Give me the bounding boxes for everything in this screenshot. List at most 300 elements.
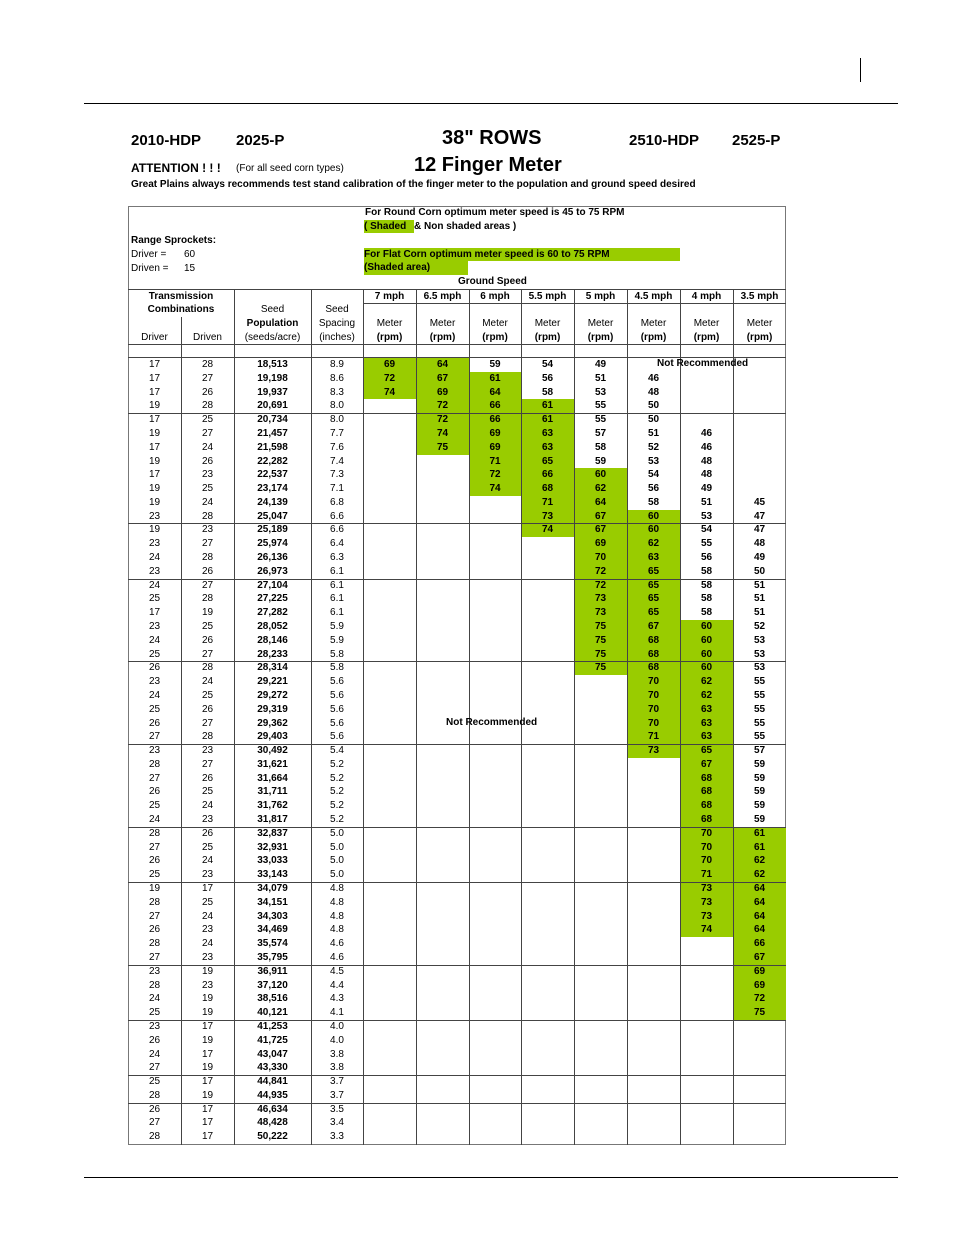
grid-vline xyxy=(363,289,364,1145)
table-cell: 68 xyxy=(700,772,713,784)
table-cell: 69 xyxy=(383,359,396,370)
not-recommended-top: Not Recommended xyxy=(657,358,749,369)
grid-hline xyxy=(128,1020,786,1021)
table-cell: 5.2 xyxy=(330,758,344,770)
table-cell: 33,033 xyxy=(257,855,288,867)
table-cell: 41,253 xyxy=(257,1020,288,1032)
table-cell: 19 xyxy=(148,496,161,508)
table-cell: 4.0 xyxy=(330,1034,344,1046)
seed-spacing-header-3: (inches) xyxy=(319,332,355,343)
table-cell: 21,598 xyxy=(257,441,288,453)
speed-header: 4 mph xyxy=(691,291,722,302)
table-cell: 28,052 xyxy=(257,621,288,632)
table-cell: 23 xyxy=(201,469,214,481)
table-cell: 65 xyxy=(647,593,660,605)
table-cell: 23 xyxy=(201,814,214,826)
table-cell: 73 xyxy=(541,510,554,522)
table-cell: 25 xyxy=(201,689,214,701)
table-cell: 70 xyxy=(647,717,660,729)
table-cell: 48 xyxy=(700,455,713,467)
table-cell: 27,225 xyxy=(257,593,288,605)
table-cell: 73 xyxy=(594,593,607,605)
model-right-2: 2525-P xyxy=(732,132,781,149)
table-cell: 37,120 xyxy=(257,979,288,991)
table-cell: 23 xyxy=(148,676,161,688)
table-cell: 27 xyxy=(148,1062,161,1074)
table-cell: 28 xyxy=(201,400,214,412)
range-sprockets-label: Range Sprockets: xyxy=(131,235,217,246)
table-cell: 68 xyxy=(647,662,660,674)
table-cell: 56 xyxy=(647,483,660,495)
driver-value: 60 xyxy=(184,249,196,260)
grid-hline xyxy=(128,1103,786,1104)
table-cell: 24,139 xyxy=(257,496,288,508)
table-cell: 5.6 xyxy=(330,717,344,729)
table-cell: 23 xyxy=(201,745,214,757)
table-cell: 74 xyxy=(436,427,449,439)
seed-spacing-header-2: Spacing xyxy=(318,318,356,329)
table-cell: 28,233 xyxy=(257,648,288,660)
speed-header: 4.5 mph xyxy=(634,291,673,302)
table-cell: 51 xyxy=(753,579,766,591)
table-cell: 27 xyxy=(148,1117,161,1129)
table-cell: 28 xyxy=(148,938,161,950)
table-cell: 74 xyxy=(541,524,554,536)
table-cell: 8.9 xyxy=(330,359,344,370)
table-cell: 19,937 xyxy=(257,386,288,398)
table-cell: 24 xyxy=(201,910,214,922)
table-cell: 65 xyxy=(541,455,554,467)
table-cell: 61 xyxy=(541,400,554,412)
table-cell: 46 xyxy=(647,372,660,384)
combinations-label: Combinations xyxy=(147,304,215,315)
table-cell: 27 xyxy=(148,951,161,963)
table-cell: 60 xyxy=(647,510,660,522)
meter-header: Meter xyxy=(376,318,403,329)
table-cell: 31,621 xyxy=(257,758,288,770)
table-cell: 60 xyxy=(594,469,607,481)
table-cell: 63 xyxy=(541,441,554,453)
grid-hline xyxy=(128,289,786,290)
table-cell: 19 xyxy=(201,1007,214,1019)
table-cell: 59 xyxy=(753,772,766,784)
table-cell: 5.8 xyxy=(330,662,344,674)
page-subtitle: 12 Finger Meter xyxy=(414,154,562,176)
table-cell: 27 xyxy=(148,772,161,784)
table-cell: 60 xyxy=(647,524,660,536)
table-cell: 53 xyxy=(753,662,766,674)
table-cell: 41,725 xyxy=(257,1034,288,1046)
table-cell: 19 xyxy=(201,1089,214,1101)
table-cell: 55 xyxy=(753,731,766,743)
table-cell: 43,047 xyxy=(257,1048,288,1060)
table-cell: 31,711 xyxy=(257,786,288,798)
table-cell: 72 xyxy=(594,565,607,577)
table-cell: 64 xyxy=(753,883,766,895)
table-cell: 34,469 xyxy=(257,924,288,936)
seed-pop-header-1: Seed xyxy=(260,304,285,315)
table-cell: 6.1 xyxy=(330,607,344,619)
table-cell: 68 xyxy=(647,634,660,646)
table-cell: 46 xyxy=(700,441,713,453)
table-cell: 75 xyxy=(594,634,607,646)
rpm-header: (rpm) xyxy=(429,332,456,343)
grid-hline xyxy=(128,827,786,828)
table-cell: 28 xyxy=(201,731,214,743)
table-cell: 5.6 xyxy=(330,731,344,743)
table-cell: 8.6 xyxy=(330,372,344,384)
table-cell: 66 xyxy=(541,469,554,481)
table-cell: 5.0 xyxy=(330,841,344,853)
table-cell: 28 xyxy=(148,1089,161,1101)
table-cell: 4.8 xyxy=(330,924,344,936)
table-cell: 69 xyxy=(436,386,449,398)
table-cell: 50 xyxy=(647,414,660,426)
table-cell: 51 xyxy=(700,496,713,508)
table-cell: 46,634 xyxy=(257,1103,288,1115)
table-cell: 75 xyxy=(594,648,607,660)
table-cell: 25 xyxy=(148,703,161,715)
table-cell: 27 xyxy=(148,910,161,922)
table-cell: 59 xyxy=(753,800,766,812)
model-left-2: 2025-P xyxy=(236,132,285,149)
table-cell: 34,151 xyxy=(257,896,288,908)
table-cell: 73 xyxy=(700,910,713,922)
table-cell: 63 xyxy=(700,731,713,743)
table-cell: 58 xyxy=(594,441,607,453)
table-cell: 67 xyxy=(594,524,607,536)
table-cell: 23 xyxy=(201,924,214,936)
table-cell: 8.3 xyxy=(330,386,344,398)
table-cell: 66 xyxy=(753,938,766,950)
table-cell: 5.8 xyxy=(330,648,344,660)
table-cell: 69 xyxy=(753,979,766,991)
table-cell: 6.8 xyxy=(330,496,344,508)
table-cell: 60 xyxy=(700,634,713,646)
grid-hline xyxy=(128,523,786,524)
table-cell: 67 xyxy=(700,758,713,770)
table-cell: 27 xyxy=(201,579,214,591)
not-recommended-mid: Not Recommended xyxy=(446,717,538,728)
table-cell: 70 xyxy=(700,841,713,853)
table-cell: 66 xyxy=(489,400,501,412)
recommendation-text: Great Plains always recommends test stand calibration of the finger meter to the population and ground speed desired xyxy=(131,179,696,190)
table-cell: 26 xyxy=(148,786,161,798)
table-cell: 20,691 xyxy=(257,400,288,412)
table-cell: 4.0 xyxy=(330,1020,344,1032)
table-cell: 19,198 xyxy=(257,372,288,384)
table-cell: 60 xyxy=(700,662,713,674)
table-cell: 28,146 xyxy=(257,634,288,646)
driver-label: Driver = xyxy=(131,249,167,260)
grid-vline xyxy=(574,289,575,1145)
table-cell: 25,047 xyxy=(257,510,288,522)
grid-vline xyxy=(416,289,417,1145)
table-cell: 72 xyxy=(489,469,501,481)
table-cell: 64 xyxy=(753,896,766,908)
table-cell: 60 xyxy=(700,648,713,660)
table-cell: 53 xyxy=(753,648,766,660)
table-cell: 24 xyxy=(201,496,214,508)
table-cell: 72 xyxy=(436,414,449,426)
table-cell: 25 xyxy=(201,414,214,426)
grid-vline xyxy=(733,289,734,1145)
rpm-header: (rpm) xyxy=(693,332,720,343)
table-cell: 69 xyxy=(753,965,766,977)
table-cell: 24 xyxy=(201,800,214,812)
model-left-1: 2010-HDP xyxy=(131,132,202,149)
seed-pop-header-3: (seeds/acre) xyxy=(244,332,301,343)
table-cell: 68 xyxy=(700,786,713,798)
table-cell: 24 xyxy=(148,552,161,564)
table-cell: 69 xyxy=(489,441,501,453)
table-cell: 27 xyxy=(201,758,214,770)
table-cell: 25 xyxy=(148,648,161,660)
table-cell: 24 xyxy=(201,441,214,453)
table-cell: 28 xyxy=(148,1131,161,1143)
table-cell: 71 xyxy=(647,731,660,743)
table-cell: 29,319 xyxy=(257,703,288,715)
table-cell: 17 xyxy=(148,441,161,453)
table-cell: 26 xyxy=(148,924,161,936)
table-cell: 47 xyxy=(753,524,766,536)
table-cell: 65 xyxy=(647,579,660,591)
table-cell: 23 xyxy=(148,621,161,632)
table-cell: 63 xyxy=(700,703,713,715)
table-cell: 61 xyxy=(753,841,766,853)
table-cell: 59 xyxy=(753,758,766,770)
table-cell: 27 xyxy=(201,538,214,550)
table-cell: 26 xyxy=(201,634,214,646)
table-cell: 44,935 xyxy=(257,1089,288,1101)
table-cell: 24 xyxy=(148,814,161,826)
table-cell: 8.0 xyxy=(330,400,344,412)
grid-hline xyxy=(128,744,786,745)
table-cell: 8.0 xyxy=(330,414,344,426)
grid-hline xyxy=(128,882,786,883)
table-cell: 73 xyxy=(647,745,660,757)
ground-speed-label: Ground Speed xyxy=(458,276,527,287)
table-cell: 5.6 xyxy=(330,703,344,715)
table-cell: 5.2 xyxy=(330,772,344,784)
table-cell: 48,428 xyxy=(257,1117,288,1129)
table-cell: 57 xyxy=(594,427,607,439)
table-cell: 70 xyxy=(700,855,713,867)
table-cell: 58 xyxy=(700,607,713,619)
table-cell: 21,457 xyxy=(257,427,288,439)
table-cell: 28,314 xyxy=(257,662,288,674)
table-cell: 26 xyxy=(148,855,161,867)
table-cell: 58 xyxy=(700,593,713,605)
table-cell: 17 xyxy=(148,469,161,481)
table-cell: 3.8 xyxy=(330,1048,344,1060)
table-cell: 4.5 xyxy=(330,965,344,977)
table-cell: 17 xyxy=(201,1117,214,1129)
table-cell: 28 xyxy=(201,552,214,564)
table-cell: 28 xyxy=(148,758,161,770)
table-cell: 19 xyxy=(201,1062,214,1074)
table-cell: 25 xyxy=(201,841,214,853)
meter-header: Meter xyxy=(640,318,667,329)
table-cell: 53 xyxy=(594,386,607,398)
table-cell: 62 xyxy=(647,538,660,550)
table-cell: 43,330 xyxy=(257,1062,288,1074)
table-cell: 25,189 xyxy=(257,524,288,536)
table-cell: 70 xyxy=(700,827,713,839)
table-cell: 28 xyxy=(201,510,214,522)
grid-hline xyxy=(128,344,786,345)
table-cell: 75 xyxy=(594,662,607,674)
table-cell: 71 xyxy=(541,496,554,508)
table-cell: 23 xyxy=(148,965,161,977)
driven-label: Driven = xyxy=(131,263,169,274)
table-cell: 25 xyxy=(148,593,161,605)
table-cell: 65 xyxy=(647,607,660,619)
table-cell: 61 xyxy=(753,827,766,839)
table-cell: 18,513 xyxy=(257,359,288,370)
table-cell: 46 xyxy=(700,427,713,439)
table-cell: 4.8 xyxy=(330,910,344,922)
table-cell: 17 xyxy=(201,883,214,895)
attention-note: (For all seed corn types) xyxy=(236,163,344,174)
page-marker xyxy=(860,58,861,82)
rpm-header: (rpm) xyxy=(587,332,614,343)
table-cell: 4.8 xyxy=(330,883,344,895)
bottom-rule xyxy=(84,1177,898,1178)
table-cell: 70 xyxy=(647,689,660,701)
table-cell: 67 xyxy=(436,372,449,384)
table-cell: 17 xyxy=(201,1131,214,1143)
table-cell: 55 xyxy=(700,538,713,550)
table-cell: 72 xyxy=(383,372,396,384)
table-cell: 19 xyxy=(201,1034,214,1046)
speed-header: 5.5 mph xyxy=(528,291,567,302)
table-cell: 63 xyxy=(541,427,554,439)
meter-header: Meter xyxy=(693,318,720,329)
table-cell: 63 xyxy=(647,552,660,564)
table-cell: 23 xyxy=(201,524,214,536)
table-cell: 62 xyxy=(700,676,713,688)
table-cell: 24 xyxy=(148,579,161,591)
driven-col-header: Driven xyxy=(193,332,222,343)
table-cell: 28 xyxy=(201,662,214,674)
table-cell: 17 xyxy=(148,386,161,398)
table-cell: 4.6 xyxy=(330,938,344,950)
grid-hline xyxy=(128,413,786,414)
table-cell: 65 xyxy=(647,565,660,577)
table-cell: 25 xyxy=(148,800,161,812)
meter-header: Meter xyxy=(746,318,773,329)
table-cell: 6.1 xyxy=(330,579,344,591)
table-cell: 32,931 xyxy=(257,841,288,853)
table-cell: 35,574 xyxy=(257,938,288,950)
table-cell: 7.6 xyxy=(330,441,344,453)
table-cell: 32,837 xyxy=(257,827,288,839)
table-cell: 4.8 xyxy=(330,896,344,908)
table-cell: 30,492 xyxy=(257,745,288,757)
table-cell: 17 xyxy=(148,359,161,370)
table-cell: 64 xyxy=(753,924,766,936)
table-cell: 50 xyxy=(647,400,660,412)
table-cell: 54 xyxy=(700,524,713,536)
table-cell: 5.6 xyxy=(330,676,344,688)
table-cell: 4.4 xyxy=(330,979,344,991)
table-cell: 68 xyxy=(541,483,554,495)
table-cell: 26 xyxy=(201,827,214,839)
table-cell: 29,362 xyxy=(257,717,288,729)
table-cell: 44,841 xyxy=(257,1076,288,1088)
table-cell: 34,079 xyxy=(257,883,288,895)
table-cell: 38,516 xyxy=(257,993,288,1005)
table-cell: 64 xyxy=(489,386,501,398)
table-cell: 26 xyxy=(201,772,214,784)
table-cell: 70 xyxy=(647,703,660,715)
table-cell: 59 xyxy=(489,359,501,370)
table-cell: 48 xyxy=(647,386,660,398)
table-cell: 64 xyxy=(594,496,607,508)
table-cell: 27 xyxy=(201,427,214,439)
speed-header: 7 mph xyxy=(374,291,405,302)
table-cell: 55 xyxy=(753,717,766,729)
rpm-header: (rpm) xyxy=(482,332,508,343)
table-cell: 19 xyxy=(201,607,214,619)
page-title: 38" ROWS xyxy=(442,127,542,149)
table-cell: 40,121 xyxy=(257,1007,288,1019)
table-cell: 5.0 xyxy=(330,869,344,881)
table-cell: 53 xyxy=(647,455,660,467)
table-cell: 6.1 xyxy=(330,593,344,605)
table-cell: 74 xyxy=(700,924,713,936)
table-cell: 58 xyxy=(541,386,554,398)
table-cell: 61 xyxy=(489,372,501,384)
table-cell: 57 xyxy=(753,745,766,757)
grid-vline xyxy=(311,289,312,1145)
table-cell: 6.1 xyxy=(330,565,344,577)
table-cell: 53 xyxy=(700,510,713,522)
table-cell: 64 xyxy=(753,910,766,922)
table-cell: 22,537 xyxy=(257,469,288,481)
table-cell: 34,303 xyxy=(257,910,288,922)
table-cell: 35,795 xyxy=(257,951,288,963)
seed-pop-header-2: Population xyxy=(246,318,299,329)
table-cell: 62 xyxy=(594,483,607,495)
table-cell: 24 xyxy=(148,689,161,701)
table-cell: 25,974 xyxy=(257,538,288,550)
table-cell: 5.0 xyxy=(330,855,344,867)
table-cell: 58 xyxy=(647,496,660,508)
grid-vline xyxy=(627,289,628,1145)
table-cell: 17 xyxy=(148,414,161,426)
table-cell: 5.9 xyxy=(330,621,344,632)
table-cell: 52 xyxy=(753,621,766,632)
table-cell: 59 xyxy=(594,455,607,467)
meter-header: Meter xyxy=(482,318,508,329)
table-cell: 68 xyxy=(700,800,713,812)
table-cell: 19 xyxy=(148,883,161,895)
table-cell: 55 xyxy=(594,414,607,426)
rpm-header: (rpm) xyxy=(746,332,773,343)
table-cell: 7.3 xyxy=(330,469,344,481)
table-cell: 27,104 xyxy=(257,579,288,591)
table-cell: 55 xyxy=(594,400,607,412)
table-cell: 24 xyxy=(148,993,161,1005)
table-cell: 71 xyxy=(489,455,501,467)
table-cell: 5.4 xyxy=(330,745,344,757)
seed-spacing-header-1: Seed xyxy=(325,304,349,315)
meter-header: Meter xyxy=(429,318,456,329)
table-cell: 51 xyxy=(753,607,766,619)
table-cell: 61 xyxy=(541,414,554,426)
